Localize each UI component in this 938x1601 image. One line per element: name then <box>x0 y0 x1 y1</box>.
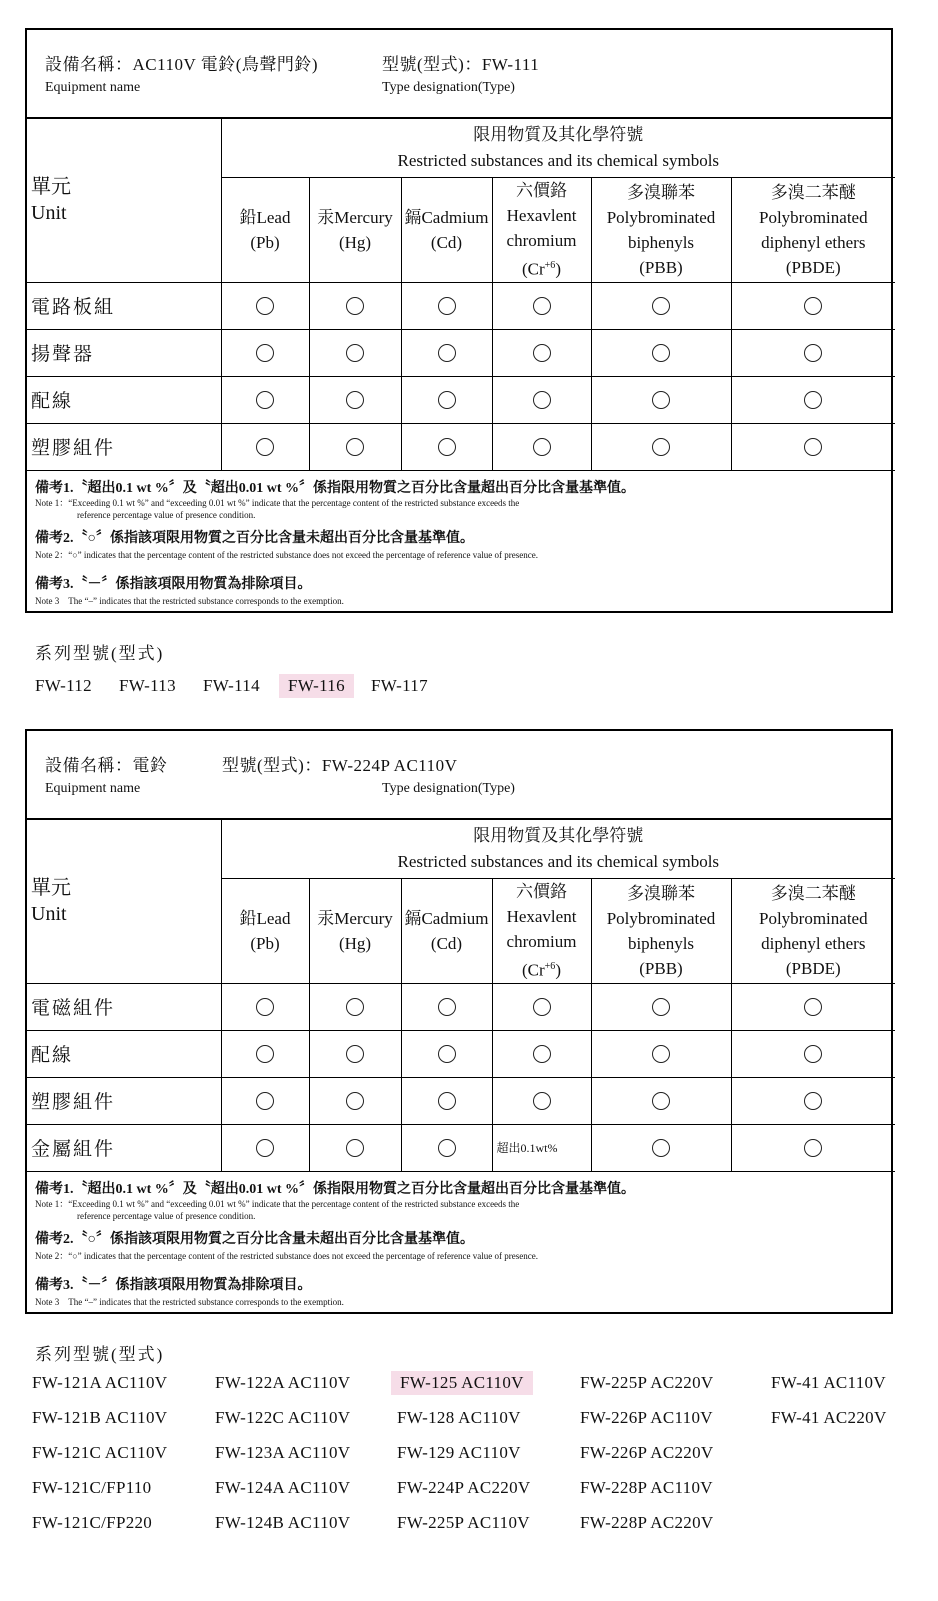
circle-mark <box>346 344 364 362</box>
circle-mark <box>438 391 456 409</box>
table-cell <box>221 329 309 376</box>
equipment-name: 設備名稱：AC110V 電鈴(鳥聲門鈴) <box>45 55 319 74</box>
col-chromium-en-2: chromium <box>506 230 577 250</box>
circle-mark <box>256 998 274 1016</box>
circle-mark <box>804 344 822 362</box>
col-cadmium-symbol: (Cd) <box>430 232 463 252</box>
table-cell <box>221 1124 309 1171</box>
circle-mark <box>652 1045 670 1063</box>
model-item: FW-121C/FP110 <box>32 1478 152 1497</box>
circle-mark <box>438 344 456 362</box>
table-cell <box>492 983 591 1030</box>
table-cell <box>591 376 731 423</box>
col-lead <box>221 878 309 983</box>
table-cell <box>492 1124 591 1171</box>
note3-zh: 備考3.〝－〞係指該項限用物質為排除項目。 <box>35 577 312 592</box>
circle-mark <box>533 391 551 409</box>
circle-mark <box>533 998 551 1016</box>
col-mercury <box>309 177 401 282</box>
table-cell <box>309 329 401 376</box>
note3-en: Note 3 The “–” indicates that the restricted substance corresponds to the exemption. <box>35 596 344 606</box>
circle-mark <box>652 344 670 362</box>
table-row <box>27 983 895 1030</box>
circle-mark <box>256 1045 274 1063</box>
col-pbb-symbol: (PBB) <box>639 257 683 277</box>
table-cell <box>492 423 591 470</box>
equipment-header <box>27 731 891 820</box>
col-cadmium-name: 鎘Cadmium <box>404 207 489 227</box>
col-lead-name: 鉛Lead <box>239 207 291 227</box>
col-pbb-en-2: biphenyls <box>627 933 695 953</box>
equipment-name-en: Equipment name <box>45 80 141 95</box>
col-mercury-name: 汞Mercury <box>317 908 393 928</box>
note1-zh: 備考1.〝超出0.1 wt %〞及〝超出0.01 wt %〞係指限用物質之百分比含量超出百分比含量基準值。 <box>35 1182 636 1197</box>
model-item: FW-225P AC110V <box>397 1513 530 1532</box>
col-pbde <box>731 878 895 983</box>
table-cell <box>492 1030 591 1077</box>
table-cell <box>221 423 309 470</box>
rohs-declaration-1 <box>25 28 893 613</box>
circle-mark <box>346 1045 364 1063</box>
circle-mark <box>652 438 670 456</box>
circle-mark <box>346 391 364 409</box>
col-mercury-symbol: (Hg) <box>338 933 372 953</box>
circle-mark <box>804 297 822 315</box>
table-cell <box>401 376 492 423</box>
table-row <box>27 376 895 423</box>
model-item: FW-121B AC110V <box>32 1408 168 1427</box>
note1-en: Note 1：“Exceeding 0.1 wt %” and “exceeding 0.01 wt %” indicate that the percentage content of the restricted substance exceeds the <box>35 1199 520 1209</box>
circle-mark <box>346 438 364 456</box>
table-cell <box>591 1030 731 1077</box>
notes <box>35 477 885 607</box>
col-chromium-zh: 六價鉻 <box>516 180 567 200</box>
cr-valence: +6 <box>544 259 556 271</box>
model-item: FW-225P AC220V <box>580 1373 714 1392</box>
col-lead-name: 鉛Lead <box>239 908 291 928</box>
cr-close: ) <box>555 960 561 980</box>
circle-mark <box>256 1139 274 1157</box>
cr-symbol: (Cr <box>522 960 545 980</box>
table-cell <box>401 983 492 1030</box>
col-pbb-en-1: Polybrominated <box>606 908 716 928</box>
table-cell <box>731 329 895 376</box>
row-label: 電磁組件 <box>27 983 221 1030</box>
circle-mark <box>346 998 364 1016</box>
circle-mark <box>256 344 274 362</box>
circle-mark <box>652 1092 670 1110</box>
table-cell <box>401 1030 492 1077</box>
table-body <box>27 983 895 1171</box>
table-cell <box>309 1124 401 1171</box>
row-label: 金屬組件 <box>27 1124 221 1171</box>
col-mercury-name: 汞Mercury <box>317 207 393 227</box>
row-label: 塑膠組件 <box>27 423 221 470</box>
note2-zh: 備考2.〝○〞係指該項限用物質之百分比含量未超出百分比含量基準值。 <box>35 1232 474 1247</box>
group-zh: 限用物質及其化學符號 <box>473 124 644 144</box>
table-cell <box>309 376 401 423</box>
note2-en: Note 2：“○” indicates that the percentage content of the restricted substance does not exceed the percentage of reference value of presence. <box>35 1251 538 1261</box>
unit-header <box>27 820 221 983</box>
col-pbde-zh: 多溴二苯醚 <box>770 182 856 202</box>
note1-en-cont: reference percentage value of presence condition. <box>77 510 256 520</box>
table-cell <box>591 329 731 376</box>
type-designation: 型號(型式)：FW-224P AC110V <box>222 756 458 775</box>
col-pbde <box>731 177 895 282</box>
circle-mark <box>256 391 274 409</box>
col-chromium-symbol <box>493 954 591 983</box>
table-cell <box>492 282 591 329</box>
cr-close: ) <box>555 259 561 279</box>
col-pbde-en-1: Polybrominated <box>758 908 868 928</box>
type-designation: 型號(型式)：FW-111 <box>382 55 540 74</box>
col-chromium-en-1: Hexavlent <box>506 906 577 926</box>
col-pbde-symbol: (PBDE) <box>785 958 841 978</box>
model-item: FW-228P AC220V <box>580 1513 714 1532</box>
col-pbb-en-2: biphenyls <box>627 232 695 252</box>
circle-mark <box>438 297 456 315</box>
circle-mark <box>256 1092 274 1110</box>
circle-mark <box>804 1045 822 1063</box>
circle-mark <box>533 297 551 315</box>
row-label: 塑膠組件 <box>27 1077 221 1124</box>
unit-en: Unit <box>31 903 67 926</box>
model-item: FW-124A AC110V <box>215 1478 351 1497</box>
circle-mark <box>652 998 670 1016</box>
table-cell <box>731 376 895 423</box>
series-title-2: 系列型號(型式) <box>35 1345 165 1364</box>
model-item: FW-121A AC110V <box>32 1373 168 1392</box>
table-cell <box>591 983 731 1030</box>
col-pbb-zh: 多溴聯苯 <box>627 883 695 903</box>
table-cell <box>401 1124 492 1171</box>
col-chromium-zh: 六價鉻 <box>516 881 567 901</box>
circle-mark <box>804 1092 822 1110</box>
table-cell <box>731 1077 895 1124</box>
table-row <box>27 423 895 470</box>
circle-mark <box>256 297 274 315</box>
table-cell <box>591 1077 731 1124</box>
restricted-substances-header <box>221 119 895 177</box>
col-chromium-en-1: Hexavlent <box>506 205 577 225</box>
table-cell <box>309 1077 401 1124</box>
col-pbb-zh: 多溴聯苯 <box>627 182 695 202</box>
model-item: FW-226P AC110V <box>580 1408 713 1427</box>
table-cell <box>401 423 492 470</box>
circle-mark <box>652 297 670 315</box>
model-item: FW-226P AC220V <box>580 1443 714 1462</box>
series-title-1: 系列型號(型式) <box>35 644 165 663</box>
circle-mark <box>438 438 456 456</box>
note2-en: Note 2：“○” indicates that the percentage content of the restricted substance does not exceed the percentage of reference value of presence. <box>35 550 538 560</box>
col-mercury <box>309 878 401 983</box>
table-cell <box>401 329 492 376</box>
table-row <box>27 1077 895 1124</box>
circle-mark <box>533 344 551 362</box>
circle-mark <box>804 438 822 456</box>
table-cell <box>492 1077 591 1124</box>
type-designation-en: Type designation(Type) <box>382 781 515 796</box>
note3-en: Note 3 The “–” indicates that the restricted substance corresponds to the exemption. <box>35 1297 344 1307</box>
equipment-name-en: Equipment name <box>45 781 141 796</box>
group-zh: 限用物質及其化學符號 <box>473 825 644 845</box>
row-label: 揚聲器 <box>27 329 221 376</box>
col-cadmium <box>401 177 492 282</box>
row-label: 電路板組 <box>27 282 221 329</box>
table-cell <box>591 1124 731 1171</box>
model-item: FW-121C AC110V <box>32 1443 168 1462</box>
table-cell <box>591 423 731 470</box>
model-item: FW-228P AC110V <box>580 1478 713 1497</box>
model-item: FW-124B AC110V <box>215 1513 351 1532</box>
unit-zh: 單元 <box>31 176 71 199</box>
table-cell <box>221 376 309 423</box>
circle-mark <box>652 1139 670 1157</box>
notes <box>35 1178 885 1308</box>
col-pbb <box>591 177 731 282</box>
col-cadmium-symbol: (Cd) <box>430 933 463 953</box>
circle-mark <box>438 998 456 1016</box>
table-cell <box>731 983 895 1030</box>
table-cell <box>591 282 731 329</box>
col-pbb <box>591 878 731 983</box>
table-cell <box>492 329 591 376</box>
col-pbb-en-1: Polybrominated <box>606 207 716 227</box>
circle-mark <box>804 1139 822 1157</box>
col-chromium-en-2: chromium <box>506 931 577 951</box>
circle-mark <box>533 438 551 456</box>
cr-valence: +6 <box>544 960 556 972</box>
col-lead-symbol: (Pb) <box>250 232 280 252</box>
col-pbde-symbol: (PBDE) <box>785 257 841 277</box>
circle-mark <box>533 1092 551 1110</box>
cell-text: 超出0.1wt% <box>496 1140 558 1155</box>
note1-zh: 備考1.〝超出0.1 wt %〞及〝超出0.01 wt %〞係指限用物質之百分比含量超出百分比含量基準值。 <box>35 481 636 496</box>
equipment-header <box>27 30 891 119</box>
cr-symbol: (Cr <box>522 259 545 279</box>
group-en: Restricted substances and its chemical symbols <box>397 851 720 871</box>
col-pbb-symbol: (PBB) <box>639 958 683 978</box>
col-chromium <box>492 878 591 983</box>
table-cell <box>309 423 401 470</box>
circle-mark <box>804 998 822 1016</box>
circle-mark <box>438 1092 456 1110</box>
table-body <box>27 282 895 470</box>
type-designation-en: Type designation(Type) <box>382 80 515 95</box>
circle-mark <box>804 391 822 409</box>
col-mercury-symbol: (Hg) <box>338 232 372 252</box>
circle-mark <box>438 1045 456 1063</box>
col-chromium <box>492 177 591 282</box>
note3-zh: 備考3.〝－〞係指該項限用物質為排除項目。 <box>35 1278 312 1293</box>
circle-mark <box>438 1139 456 1157</box>
table-cell <box>731 282 895 329</box>
col-cadmium-name: 鎘Cadmium <box>404 908 489 928</box>
table-row <box>27 282 895 329</box>
table-cell <box>401 282 492 329</box>
model-item: FW-224P AC220V <box>397 1478 531 1497</box>
substance-table <box>27 119 895 471</box>
circle-mark <box>652 391 670 409</box>
row-label: 配線 <box>27 1030 221 1077</box>
note1-en-cont: reference percentage value of presence condition. <box>77 1211 256 1221</box>
model-item: FW-122C AC110V <box>215 1408 351 1427</box>
group-en: Restricted substances and its chemical symbols <box>397 150 720 170</box>
col-lead <box>221 177 309 282</box>
col-cadmium <box>401 878 492 983</box>
substance-table <box>27 820 895 1172</box>
model-item: FW-41 AC220V <box>771 1408 887 1427</box>
model-item: FW-128 AC110V <box>397 1408 521 1427</box>
model-item: FW-125 AC110V <box>391 1371 533 1395</box>
circle-mark <box>533 1045 551 1063</box>
table-row <box>27 1124 895 1171</box>
table-cell <box>221 282 309 329</box>
col-chromium-symbol <box>493 253 591 282</box>
restricted-substances-header <box>221 820 895 878</box>
model-item: FW-117 <box>371 676 428 695</box>
table-cell <box>401 1077 492 1124</box>
note1-en: Note 1：“Exceeding 0.1 wt %” and “exceeding 0.01 wt %” indicate that the percentage content of the restricted substance exceeds the <box>35 498 520 508</box>
model-item: FW-41 AC110V <box>771 1373 886 1392</box>
table-cell <box>221 983 309 1030</box>
col-pbde-en-2: diphenyl ethers <box>761 232 866 252</box>
rohs-declaration-2 <box>25 729 893 1314</box>
circle-mark <box>346 1092 364 1110</box>
note2-zh: 備考2.〝○〞係指該項限用物質之百分比含量未超出百分比含量基準值。 <box>35 531 474 546</box>
model-item: FW-116 <box>279 674 354 698</box>
table-cell <box>731 1124 895 1171</box>
unit-zh: 單元 <box>31 877 71 900</box>
col-pbde-zh: 多溴二苯醚 <box>770 883 856 903</box>
table-cell <box>221 1077 309 1124</box>
model-item: FW-123A AC110V <box>215 1443 351 1462</box>
equipment-name: 設備名稱：電鈴 <box>45 756 168 775</box>
table-cell <box>492 376 591 423</box>
circle-mark <box>346 1139 364 1157</box>
circle-mark <box>256 438 274 456</box>
model-item: FW-129 AC110V <box>397 1443 521 1462</box>
model-item: FW-114 <box>203 676 260 695</box>
table-row <box>27 329 895 376</box>
col-lead-symbol: (Pb) <box>250 933 280 953</box>
table-cell <box>309 1030 401 1077</box>
table-row <box>27 1030 895 1077</box>
model-item: FW-121C/FP220 <box>32 1513 153 1532</box>
table-cell <box>309 983 401 1030</box>
circle-mark <box>346 297 364 315</box>
row-label: 配線 <box>27 376 221 423</box>
model-item: FW-112 <box>35 676 92 695</box>
table-cell <box>731 1030 895 1077</box>
table-cell <box>221 1030 309 1077</box>
col-pbde-en-2: diphenyl ethers <box>761 933 866 953</box>
table-cell <box>731 423 895 470</box>
model-item: FW-122A AC110V <box>215 1373 351 1392</box>
col-pbde-en-1: Polybrominated <box>758 207 868 227</box>
unit-en: Unit <box>31 202 67 225</box>
unit-header <box>27 119 221 282</box>
model-item: FW-113 <box>119 676 176 695</box>
table-cell <box>309 282 401 329</box>
